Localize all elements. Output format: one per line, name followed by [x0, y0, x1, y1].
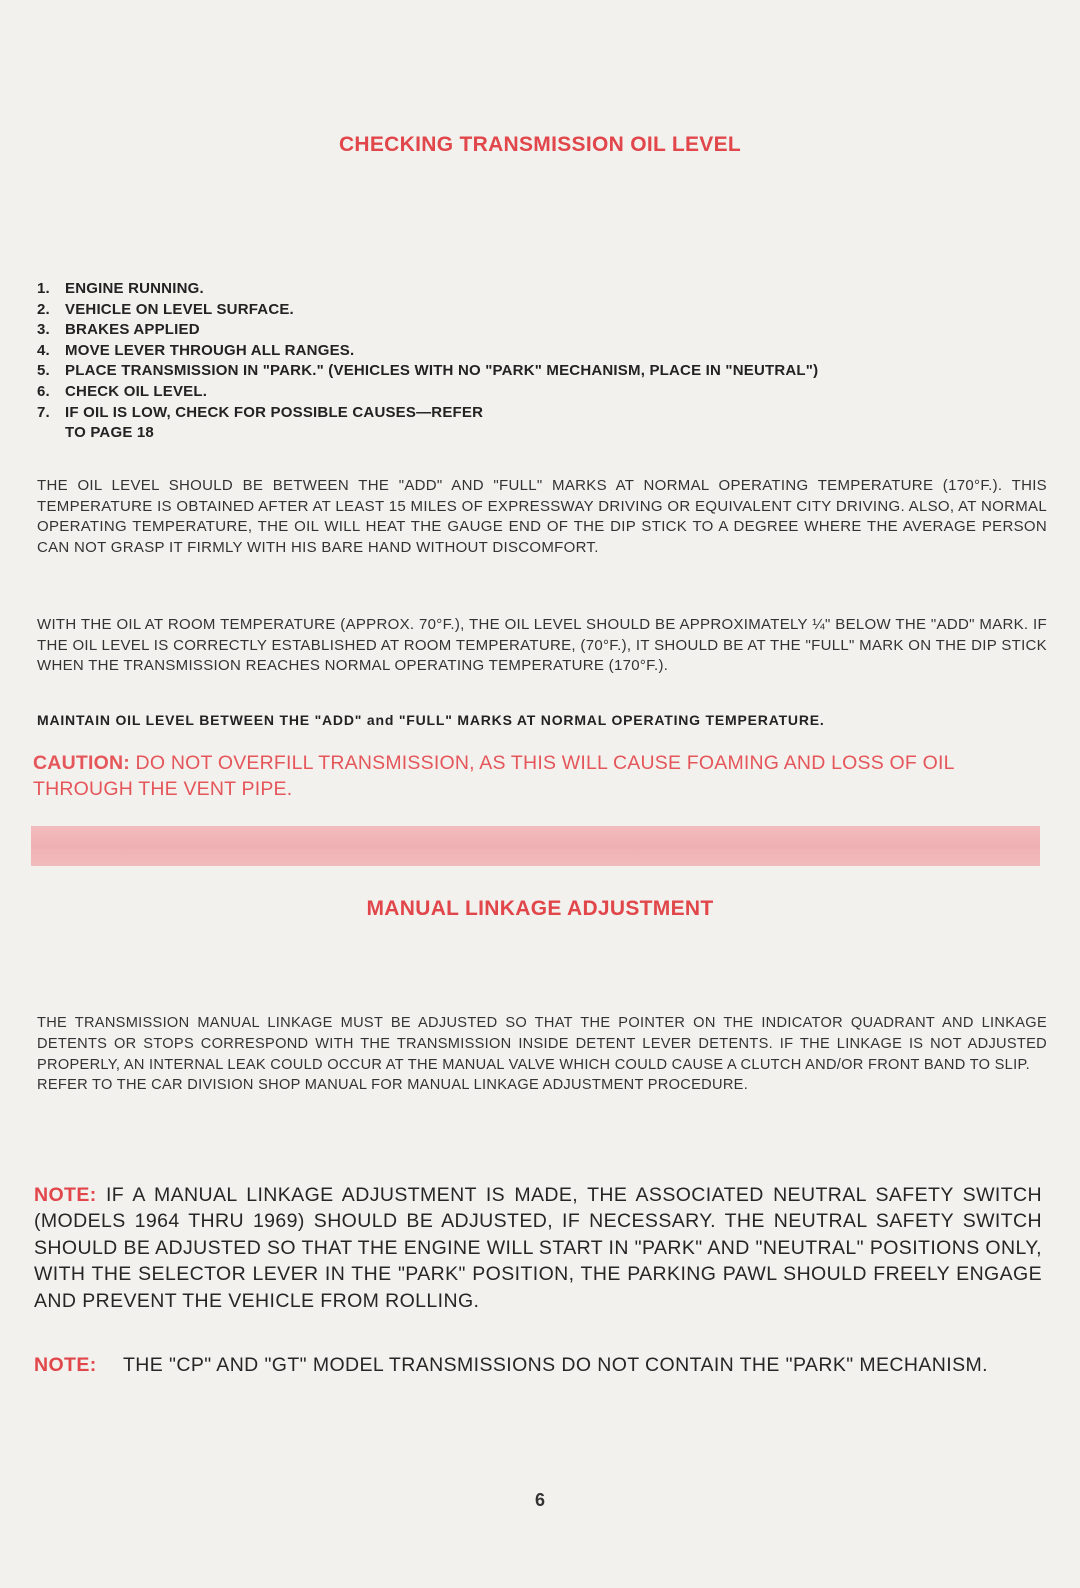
oil-level-paragraph: THE OIL LEVEL SHOULD BE BETWEEN THE "ADD" AND "FULL" MARKS AT NORMAL OPERATING TEMPERATURE (170°F.). THIS TEMPERATURE IS OBTAINED AFTER AT LEAST 15 MILES OF EXPRESSWAY DRIVING OR EQUIVALENT CITY DRIVING. ALSO, AT NORMAL OPERATING TEMPERATURE, THE OIL WILL HEAT THE GAUGE END OF THE DIP STICK TO A DEGREE WHERE THE AVERAGE PERSON CAN NOT GRASP IT FIRMLY WITH HIS BARE HAND WITHOUT DISCOMFORT. — [37, 477, 1047, 557]
caution-text: DO NOT OVERFILL TRANSMISSION, AS THIS WILL CAUSE FOAMING AND LOSS OF OIL THROUGH THE VENT PIPE. — [33, 752, 954, 800]
section-title-manual-linkage: MANUAL LINKAGE ADJUSTMENT — [366, 897, 714, 920]
section-title-oil-level: CHECKING TRANSMISSION OIL LEVEL — [338, 133, 742, 156]
section-divider-band — [31, 826, 1040, 866]
note-neutral-safety-switch — [34, 1182, 1042, 1314]
step-item-continuation: TO PAGE 18 — [65, 424, 154, 442]
note-text: IF A MANUAL LINKAGE ADJUSTMENT IS MADE, THE ASSOCIATED NEUTRAL SAFETY SWITCH (MODELS 1964 THRU 1969) SHOULD BE ADJUSTED, IF NECESSARY. THE NEUTRAL SAFETY SWITCH SHOULD BE ADJUSTED SO THAT THE ENGINE WILL START IN "PARK" AND "NEUTRAL" POSITIONS ONLY, WITH THE SELECTOR LEVER IN THE "PARK" POSITION, THE PARKING PAWL SHOULD FREELY ENGAGE AND PREVENT THE VEHICLE FROM ROLLING. — [34, 1184, 1042, 1312]
linkage-reference-line: REFER TO THE CAR DIVISION SHOP MANUAL FOR MANUAL LINKAGE ADJUSTMENT PROCEDURE. — [37, 1077, 749, 1094]
caution-label: CAUTION: — [33, 752, 130, 774]
step-item: 5. PLACE TRANSMISSION IN "PARK." (VEHICLES WITH NO "PARK" MECHANISM, PLACE IN "NEUTRAL") — [37, 362, 819, 380]
step-item: 1. ENGINE RUNNING. — [37, 280, 204, 297]
linkage-paragraph — [37, 1013, 1047, 1096]
room-temperature-paragraph: WITH THE OIL AT ROOM TEMPERATURE (APPROX. 70°F.), THE OIL LEVEL SHOULD BE APPROXIMATELY ¼" BELOW THE "ADD" MARK. IF THE OIL LEVEL IS CORRECTLY ESTABLISHED AT ROOM TEMPERATURE, (70°F.), IT SHOULD BE AT THE "FULL" MARK ON THE DIP STICK WHEN THE TRANSMISSION REACHES NORMAL OPERATING TEMPERATURE (170°F.). — [37, 616, 1047, 675]
linkage-paragraph-body: THE TRANSMISSION MANUAL LINKAGE MUST BE ADJUSTED SO THAT THE POINTER ON THE INDICATOR QUADRANT AND LINKAGE DETENTS OR STOPS CORRESPOND WITH THE TRANSMISSION INSIDE DETENT LEVER DETENTS. IF THE LINKAGE IS NOT ADJUSTED PROPERLY, AN INTERNAL LEAK COULD OCCUR AT THE MANUAL VALVE WHICH COULD CAUSE A CLUTCH AND/OR FRONT BAND TO SLIP. — [37, 1015, 1047, 1073]
maintain-level-statement: MAINTAIN OIL LEVEL BETWEEN THE "ADD" and "FULL" MARKS AT NORMAL OPERATING TEMPERATURE. — [37, 712, 825, 728]
step-item: 3. BRAKES APPLIED — [37, 321, 200, 339]
note-cp-gt-models — [34, 1352, 1042, 1378]
procedure-steps — [37, 279, 818, 444]
step-item: 7. IF OIL IS LOW, CHECK FOR POSSIBLE CAUSES—REFER — [37, 403, 484, 421]
step-item: 4. MOVE LEVER THROUGH ALL RANGES. — [37, 341, 355, 359]
note-label: NOTE: — [34, 1354, 97, 1376]
page-number: 6 — [534, 1490, 545, 1510]
note-text: THE "CP" AND "GT" MODEL TRANSMISSIONS DO NOT CONTAIN THE "PARK" MECHANISM. — [123, 1354, 988, 1376]
note-label: NOTE: — [34, 1184, 97, 1206]
caution-notice — [33, 750, 1043, 802]
step-item: 6. CHECK OIL LEVEL. — [37, 382, 208, 400]
step-item: 2. VEHICLE ON LEVEL SURFACE. — [37, 300, 294, 318]
